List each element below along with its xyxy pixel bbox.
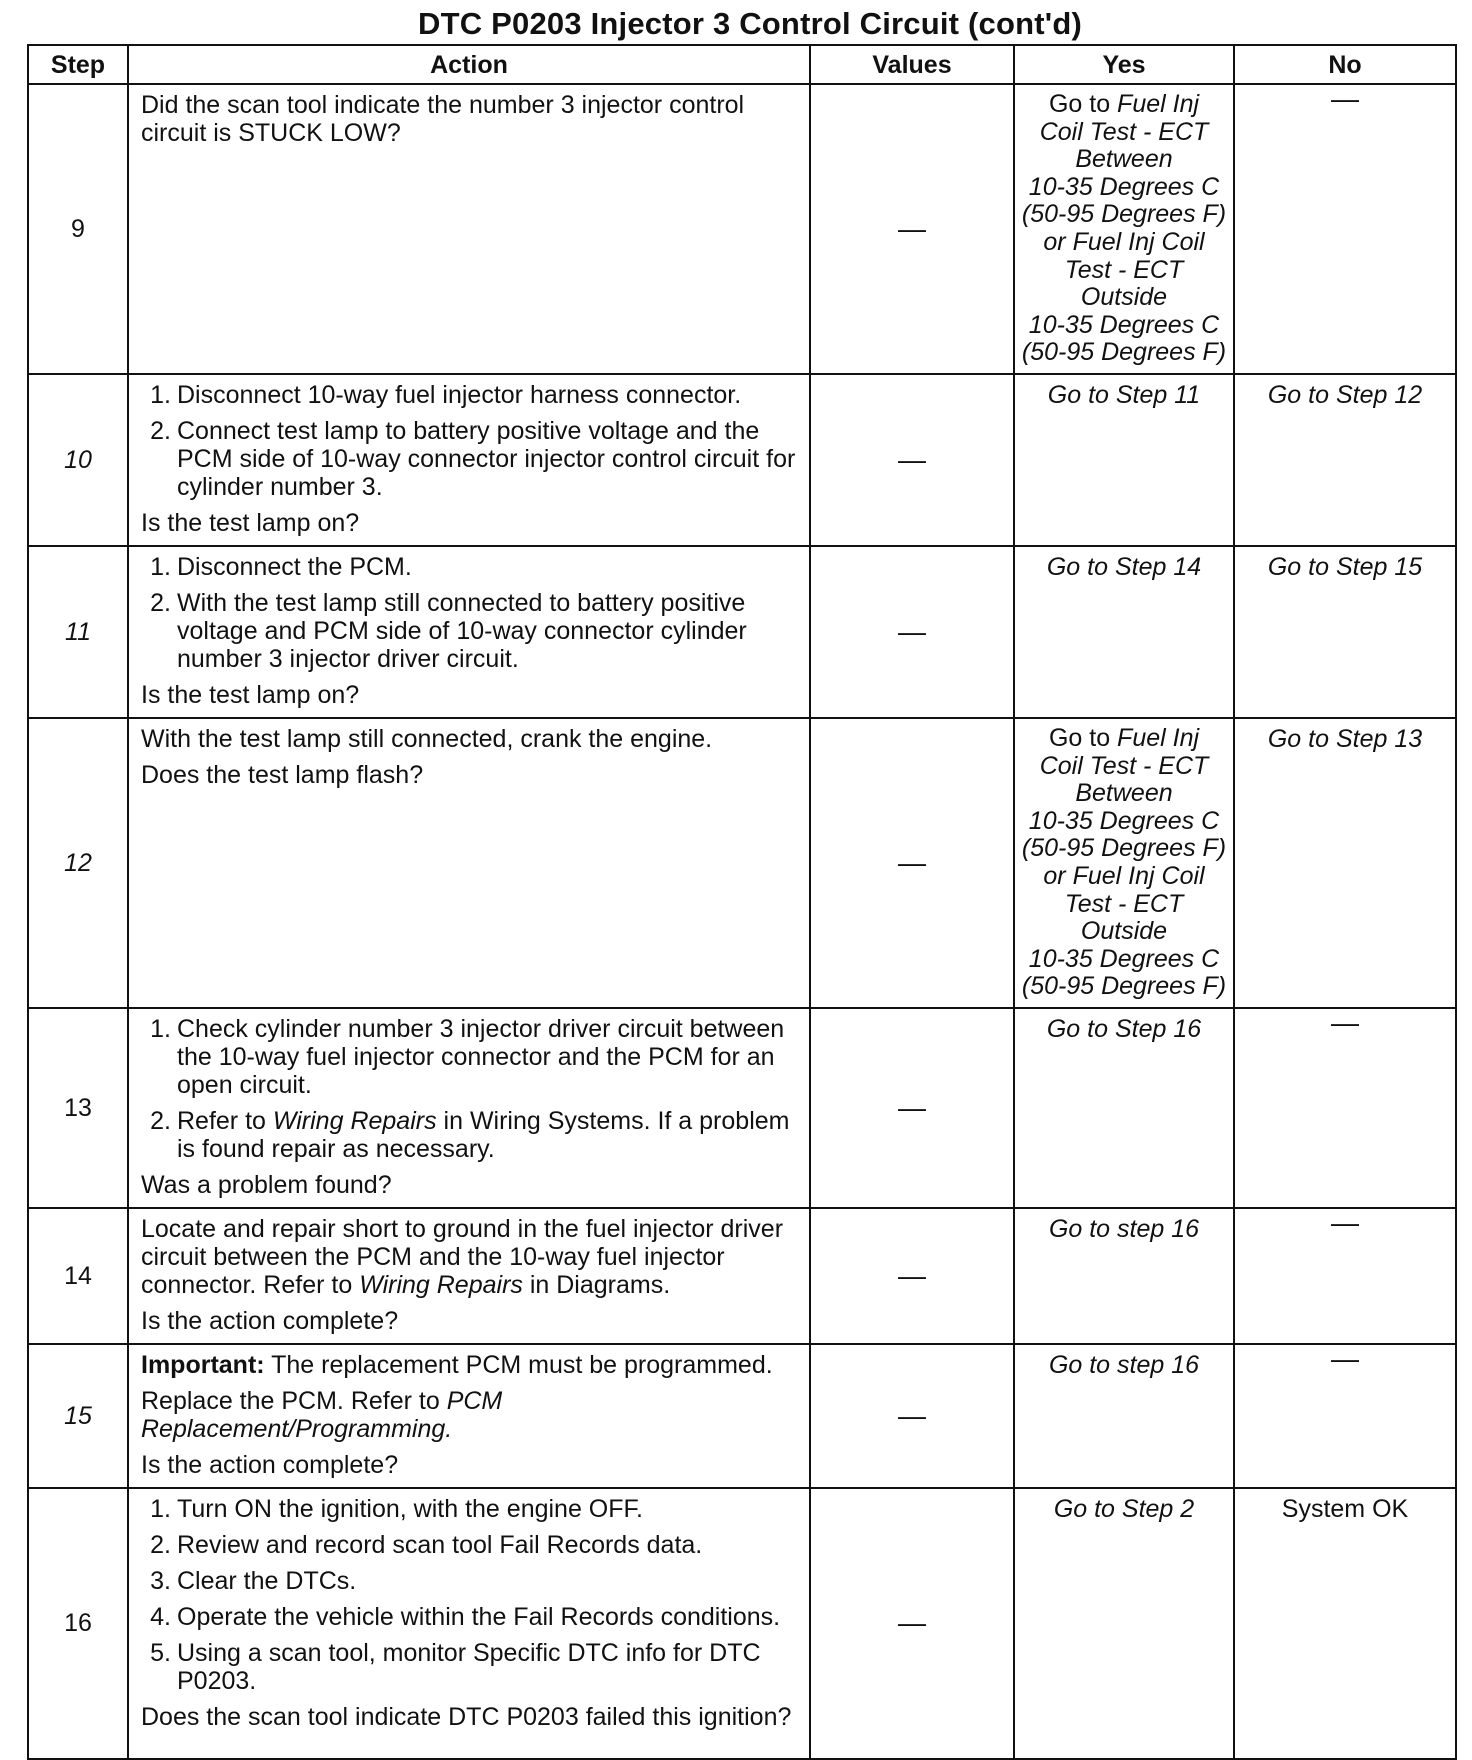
no-cell [1234,84,1456,374]
table-row [28,546,1456,718]
action-cell [128,1008,810,1208]
fuel-inj-line: or Fuel Inj Coil [1043,227,1205,256]
action-cell [128,84,810,374]
wiring-repairs-ref: Wiring Repairs [272,1106,437,1135]
step-number: 10 [28,374,128,546]
yes-cell [1014,1488,1234,1759]
action-question: Did the scan tool indicate the number 3 injector control circuit is STUCK LOW? [141,91,745,147]
yes-cell [1014,84,1234,374]
action-text [141,1215,797,1299]
table-row [28,718,1456,1008]
important-note [141,1351,797,1379]
no-cell [1234,1008,1456,1208]
no-cell [1234,1488,1456,1759]
no-cell [1234,374,1456,546]
header-no: No [1234,45,1456,84]
header-row [28,45,1456,84]
yes-go-to: Go to step 16 [1048,1350,1200,1379]
no-dash: — [1331,1006,1359,1038]
action-question: Is the test lamp on? [141,680,360,709]
action-cell [128,1344,810,1488]
action-cell [128,374,810,546]
action-list-item: Check cylinder number 3 injector driver circuit between the 10-way fuel injector connector and the PCM for an open circuit. [177,1014,785,1099]
action-list-item: Disconnect the PCM. [177,552,412,581]
no-cell [1234,1344,1456,1488]
fuel-inj-line: Test - ECT [1064,889,1184,918]
text-part: Locate and repair short to ground in the fuel injector driver circuit between the PCM and the 10-way fuel injector connector. Refer to [141,1214,784,1299]
diagnostic-table [27,44,1457,1760]
action-list-item: With the test lamp still connected to battery positive voltage and PCM side of 10-way connector cylinder number 3 injector driver circuit. [177,588,747,673]
yes-cell [1014,1008,1234,1208]
values-cell: — [810,1488,1014,1759]
header-yes: Yes [1014,45,1234,84]
action-list-item: Disconnect 10-way fuel injector harness connector. [177,380,742,409]
action-text: With the test lamp still connected, crank the engine. [141,724,713,753]
yes-go-to: Go to Step 14 [1046,552,1202,581]
header-values: Values [810,45,1014,84]
important-text: The replacement PCM must be programmed. [264,1350,773,1379]
yes-cell [1014,1344,1234,1488]
values-cell: — [810,718,1014,1008]
header-action: Action [128,45,810,84]
table-row [28,1488,1456,1759]
values-cell: — [810,1208,1014,1344]
action-question: Does the test lamp flash? [141,760,424,789]
fuel-inj-line: 10-35 Degrees C [1028,310,1220,339]
header-step: Step [28,45,128,84]
values-cell: — [810,1344,1014,1488]
fuel-inj-line: 10-35 Degrees C [1028,172,1220,201]
action-cell [128,1488,810,1759]
go-to-text: Go to [1048,723,1118,752]
action-question: Does the scan tool indicate DTC P0203 failed this ignition? [141,1702,792,1731]
step-number: 9 [28,84,128,374]
item-text: in Wiring Systems. If a problem is found repair as necessary. [177,1106,790,1163]
fuel-inj-line: Coil Test - ECT [1039,751,1209,780]
fuel-inj-line: Outside [1080,917,1168,946]
table-row [28,1008,1456,1208]
text-part: in Diagrams. [522,1270,671,1299]
action-question: Is the test lamp on? [141,508,360,537]
fuel-inj-line: or Fuel Inj Coil [1043,861,1205,890]
no-dash: — [1331,1206,1359,1238]
action-text [141,1387,797,1443]
yes-go-to: Go to step 16 [1048,1214,1200,1243]
fuel-inj-line: Outside [1080,283,1168,312]
action-list-item: Turn ON the ignition, with the engine OFF. [177,1494,643,1523]
fuel-inj-line: Between [1075,145,1173,174]
item-text: Refer to [177,1106,273,1135]
action-list-item: Operate the vehicle within the Fail Records conditions. [177,1602,781,1631]
no-go-to: Go to Step 13 [1267,724,1423,753]
no-dash: — [1331,1342,1359,1374]
fuel-inj-line: (50-95 Degrees F) [1021,338,1227,367]
fuel-inj-line: (50-95 Degrees F) [1021,972,1227,1001]
action-cell [128,718,810,1008]
values-cell: — [810,1008,1014,1208]
fuel-inj-line: Test - ECT [1064,255,1184,284]
step-number: 15 [28,1344,128,1488]
action-question: Is the action complete? [141,1306,399,1335]
no-cell [1234,718,1456,1008]
fuel-inj-link-text: Fuel Inj [1117,90,1200,118]
fuel-inj-line: (50-95 Degrees F) [1021,200,1227,229]
table-row [28,84,1456,374]
go-to-text: Go to [1048,90,1118,118]
table-row [28,1344,1456,1488]
no-cell [1234,1208,1456,1344]
action-list-item [177,1107,797,1163]
yes-cell [1014,718,1234,1008]
yes-cell [1014,374,1234,546]
pcm-replacement-ref: PCM Replacement/Programming. [141,1386,503,1443]
fuel-inj-line: (50-95 Degrees F) [1021,834,1227,863]
yes-cell [1014,1208,1234,1344]
yes-go-to: Go to Step 11 [1047,380,1201,409]
values-cell: — [810,546,1014,718]
fuel-inj-line: Between [1075,779,1173,808]
step-number: 13 [28,1008,128,1208]
wiring-repairs-ref: Wiring Repairs [359,1270,523,1299]
no-dash: — [1331,83,1359,114]
yes-go-to: Go to Step 2 [1053,1494,1195,1523]
table-row [28,374,1456,546]
action-question: Is the action complete? [141,1450,399,1479]
fuel-inj-link-text: Fuel Inj [1117,723,1200,752]
action-cell [128,546,810,718]
values-cell: — [810,374,1014,546]
no-cell [1234,546,1456,718]
yes-go-to: Go to Step 16 [1046,1014,1202,1043]
step-number: 14 [28,1208,128,1344]
fuel-inj-line: 10-35 Degrees C [1028,944,1220,973]
action-question: Was a problem found? [141,1170,392,1199]
action-cell [128,1208,810,1344]
important-label: Important: [141,1350,265,1379]
step-number: 16 [28,1488,128,1759]
step-number: 12 [28,718,128,1008]
action-list-item: Clear the DTCs. [177,1566,357,1595]
action-list-item: Connect test lamp to battery positive voltage and the PCM side of 10-way connector injector control circuit for cylinder number 3. [177,416,796,501]
no-result: System OK [1281,1494,1409,1523]
text-part: Replace the PCM. Refer to [141,1386,447,1415]
fuel-inj-line: Coil Test - ECT [1039,117,1209,146]
action-list-item: Review and record scan tool Fail Records data. [177,1530,703,1559]
step-number: 11 [28,546,128,718]
no-go-to: Go to Step 12 [1267,380,1423,409]
page-title: DTC P0203 Injector 3 Control Circuit (cont'd) [418,6,1082,41]
values-cell: — [810,84,1014,374]
table-row [28,1208,1456,1344]
no-go-to: Go to Step 15 [1267,552,1423,581]
yes-cell [1014,546,1234,718]
fuel-inj-line: 10-35 Degrees C [1028,806,1220,835]
action-list-item: Using a scan tool, monitor Specific DTC info for DTC P0203. [177,1638,761,1695]
